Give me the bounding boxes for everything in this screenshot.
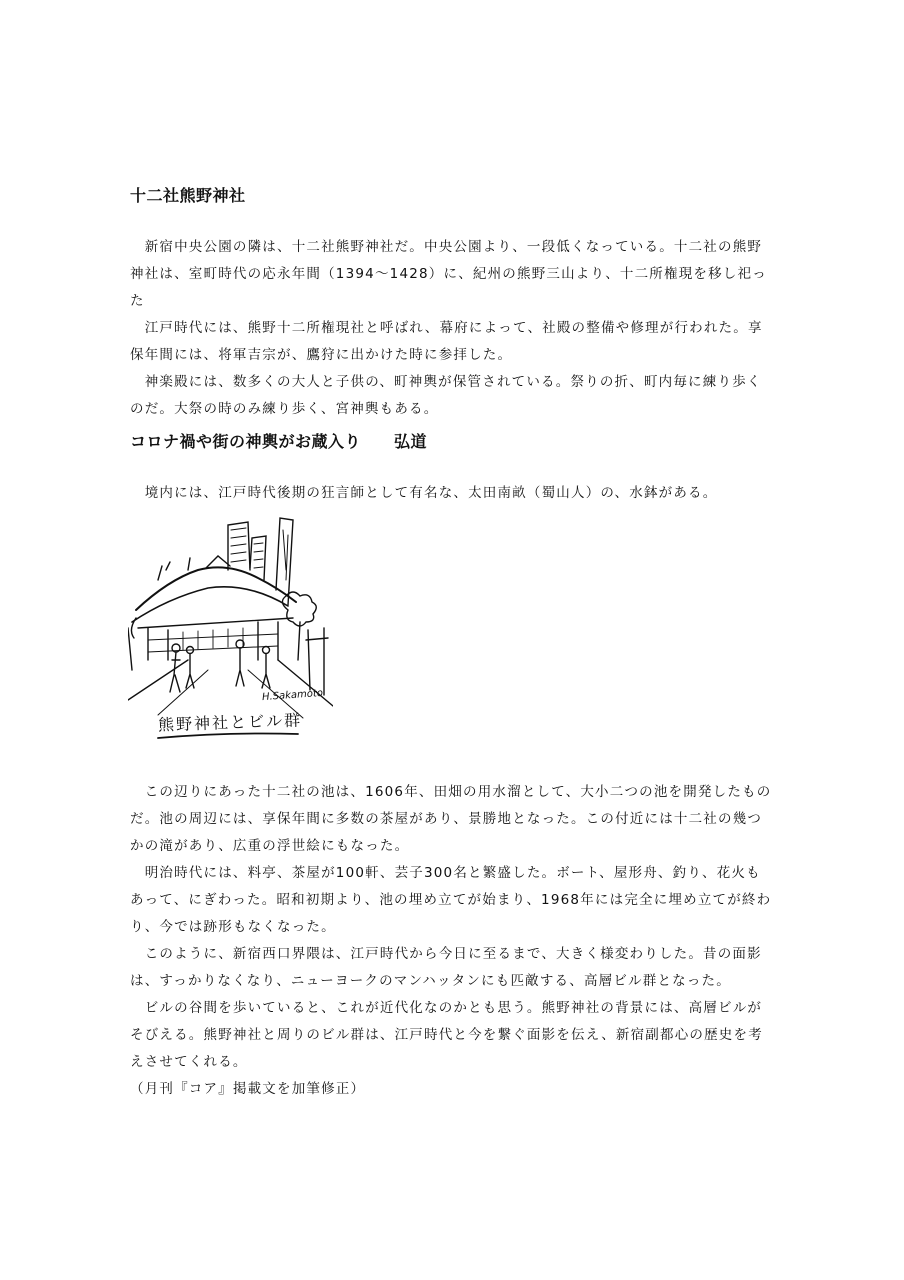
illustration-caption: 熊野神社とビル群 <box>157 710 303 735</box>
intro-paragraph <box>130 480 775 507</box>
shrine-sketch-illustration <box>128 510 333 742</box>
section-body <box>130 234 775 423</box>
paragraph: 境内には、江戸時代後期の狂言師として有名な、太田南畝（蜀山人）の、水鉢がある。 <box>130 485 718 501</box>
paragraph: 江戸時代には、熊野十二所権現社と呼ばれ、幕府によって、社殿の整備や修理が行われた。享保年間には、将軍吉宗が、鷹狩に出かけた時に参拝した。 <box>130 320 763 363</box>
paragraph: ビルの谷間を歩いていると、これが近代化なのかとも思う。熊野神社の背景には、高層ビルがそびえる。熊野神社と周りのビル群は、江戸時代と今を繋ぐ面影を伝え、新宿副都心の歴史を考えさせてくれる。 <box>130 1000 763 1070</box>
source-note: （月刊『コア』掲載文を加筆修正） <box>130 1081 366 1097</box>
section-title: 十二社熊野神社 <box>130 186 246 205</box>
artist-signature: H.Sakamoto <box>261 687 324 704</box>
paragraph: 新宿中央公園の隣は、十二社熊野神社だ。中央公園より、一段低くなっている。十二社の熊野神社は、室町時代の応永年間（1394〜1428）に、紀州の熊野三山より、十二所権現を移し祀った <box>130 239 767 309</box>
history-body <box>130 779 775 1103</box>
paragraph: 神楽殿には、数多くの大人と子供の、町神輿が保管されている。祭りの折、町内毎に練り歩くのだ。大祭の時のみ練り歩く、宮神輿もある。 <box>130 374 762 417</box>
paragraph: 明治時代には、料亭、茶屋が100軒、芸子300名と繁盛した。ボート、屋形舟、釣り、花火もあって、にぎわった。昭和初期より、池の埋め立てが始まり、1968年には完全に埋め立てが終わり、今では跡形もなくなった。 <box>130 865 772 935</box>
paragraph: この辺りにあった十二社の池は、1606年、田畑の用水溜として、大小二つの池を開発したものだ。池の周辺には、享保年間に多数の茶屋があり、景勝地となった。この付近には十二社の幾つかの滝があり、広重の浮世絵にもなった。 <box>130 784 772 854</box>
paragraph: このように、新宿西口界隈は、江戸時代から今日に至るまで、大きく様変わりした。昔の面影は、すっかりなくなり、ニューヨークのマンハッタンにも匹敵する、高層ビル群となった。 <box>130 946 762 989</box>
haiku-title: コロナ禍や街の神輿がお蔵入り 弘道 <box>130 432 428 451</box>
